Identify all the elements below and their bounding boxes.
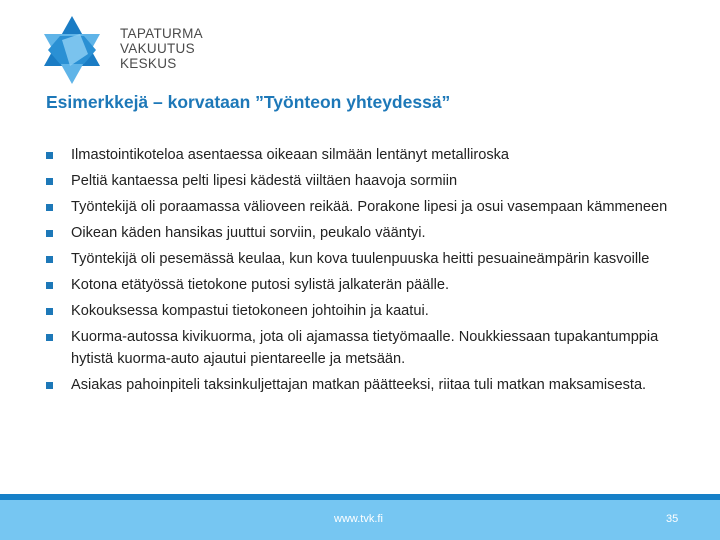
bullet-item: [46, 249, 686, 271]
bullet-item: [46, 301, 686, 323]
bullet-item: [46, 375, 686, 397]
footer-url[interactable]: www.tvk.fi: [334, 513, 383, 525]
tvk-logo-star-icon: [40, 14, 104, 86]
bullet-icon: [46, 282, 53, 289]
bullet-text: Työntekijä oli poraamassa välioveen reikää. Porakone lipesi ja osui vasempaan kämmeneen: [71, 199, 668, 215]
footer: [0, 500, 720, 540]
bullet-text: Peltiä kantaessa pelti lipesi kädestä viiltäen haavoja sormiin: [71, 173, 458, 189]
bullet-list: [46, 145, 686, 401]
bullet-item: [46, 327, 686, 370]
bullet-item: [46, 223, 686, 245]
bullet-item: [46, 171, 686, 193]
page-number: 35: [666, 513, 679, 525]
bullet-item: [46, 275, 686, 297]
bullet-icon: [46, 382, 53, 389]
bullet-text: Oikean käden hansikas juuttui sorviin, peukalo vääntyi.: [71, 225, 426, 241]
bullet-text: Kuorma-autossa kivikuorma, jota oli ajamassa tietyömaalle. Noukkiessaan tupakantumppia hytistä kuorma-auto ajautui pientareelle ja metsään.: [71, 329, 659, 367]
bullet-item: [46, 197, 686, 219]
logo-line: KESKUS: [120, 56, 177, 71]
slide-title: Esimerkkejä – korvataan ”Työnteon yhteydessä”: [46, 92, 451, 112]
bullet-text: Asiakas pahoinpiteli taksinkuljettajan matkan päätteeksi, riitaa tuli matkan maksamisesta.: [71, 376, 647, 393]
bullet-icon: [46, 308, 53, 315]
bullet-text: Kotona etätyössä tietokone putosi sylistä jalkaterän päälle.: [71, 277, 450, 293]
bullet-item: [46, 145, 686, 167]
logo-text: [120, 26, 203, 71]
bullet-text: Työntekijä oli pesemässä keulaa, kun kova tuulenpuuska heitti pesuaineämpärin kasvoille: [71, 251, 650, 267]
bullet-icon: [46, 178, 53, 185]
bullet-icon: [46, 256, 53, 263]
bullet-icon: [46, 152, 53, 159]
logo-line: VAKUUTUS: [120, 41, 195, 56]
bullet-icon: [46, 334, 53, 341]
bullet-icon: [46, 204, 53, 211]
bullet-icon: [46, 230, 53, 237]
bullet-text: Kokouksessa kompastui tietokoneen johtoihin ja kaatui.: [71, 303, 429, 319]
logo-line: TAPATURMA: [120, 26, 203, 41]
bullet-text: Ilmastointikoteloa asentaessa oikeaan silmään lentänyt metalliroska: [71, 147, 510, 163]
